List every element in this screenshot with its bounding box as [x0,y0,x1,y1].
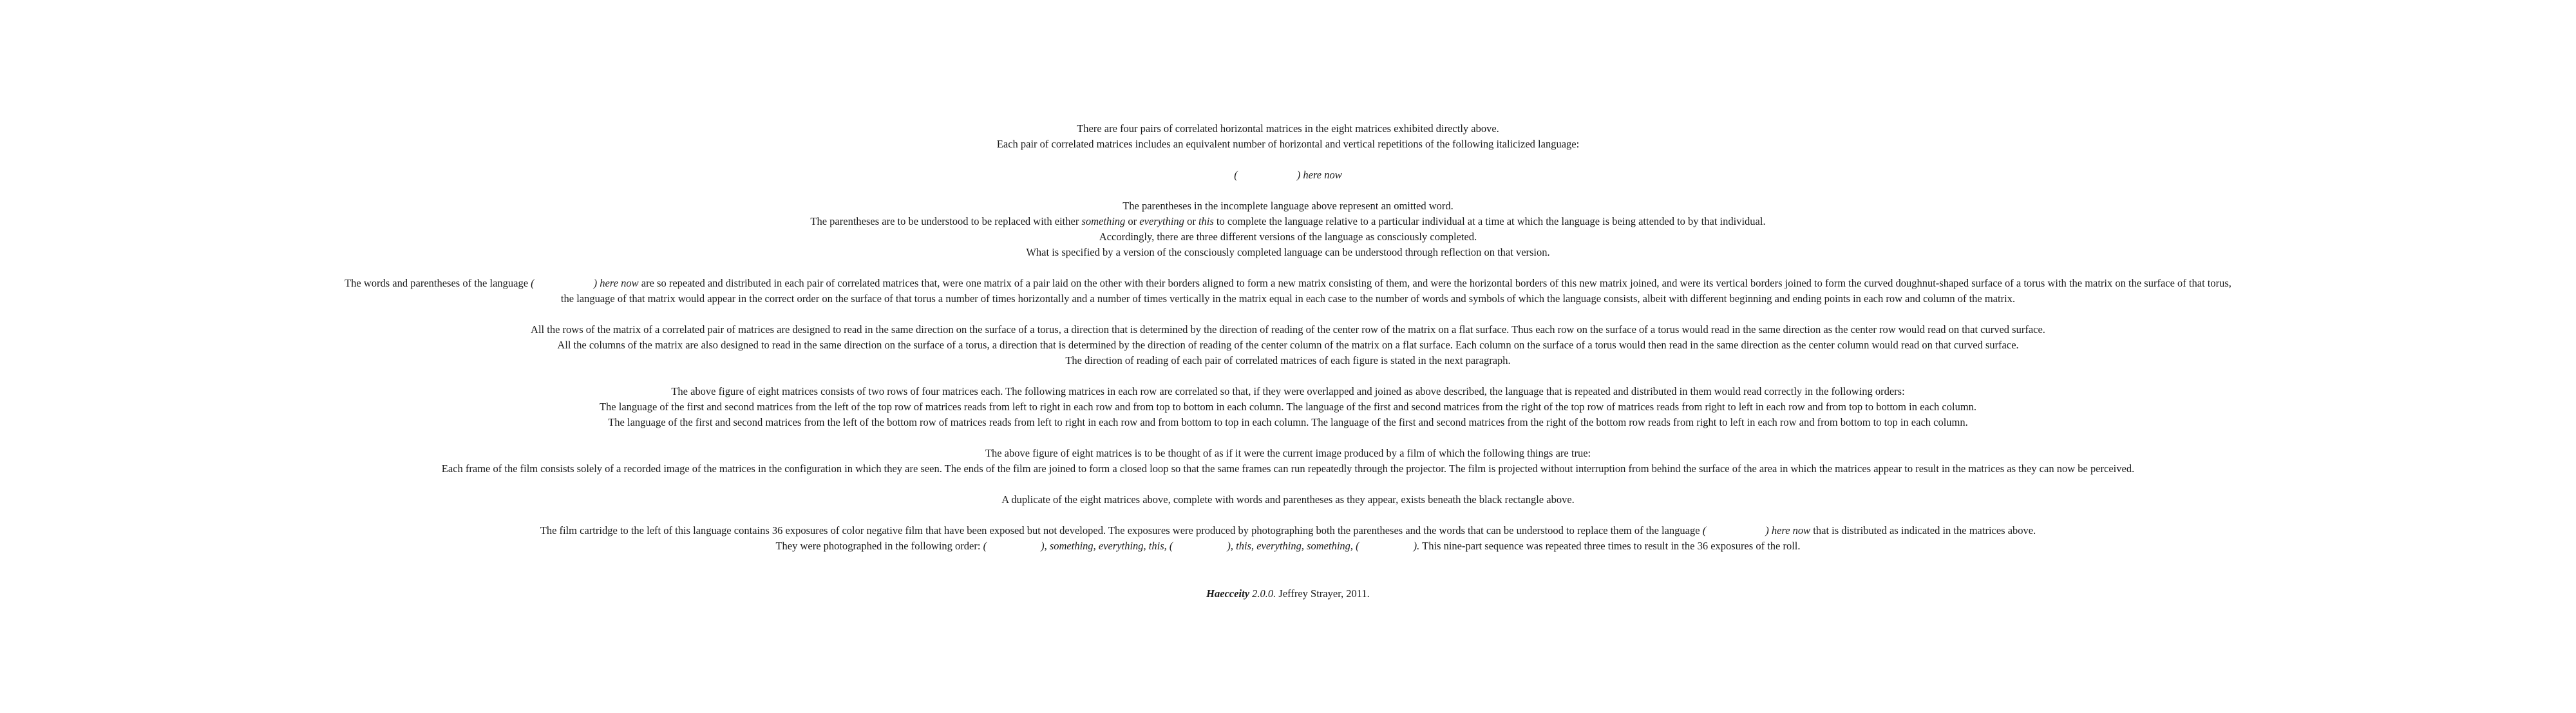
spacer [26,260,2550,276]
intro-line-2: Each pair of correlated matrices includes an equivalent number of horizontal and vertical repetitions of the following italicized language: [996,138,1580,150]
intro-paragraph [26,121,2550,152]
film-paragraph [26,446,2550,477]
spacer [26,477,2550,492]
direction-line-3: The direction of reading of each pair of correlated matrices of each figure is stated in the next paragraph. [1065,354,1511,366]
film-line-1: The above figure of eight matrices is to be thought of as if it were the current image produced by a film of which the following things are true: [985,447,1591,459]
torus-line-1: The words and parentheses of the language ( ) here now are so repeated and distributed in each pair of correlated matrices that, were one matrix of a pair laid on the other with their borders aligned to form a new matrix consisting of them, and were the horizontal borders of this new matrix joined, and were its vertical borders joined to form the curved doughnut-shaped surface of a torus with the matrix on the surface of that torus, [345,277,2231,289]
order-line-3: The language of the first and second matrices from the left of the bottom row of matrices reads from left to right in each row and from bottom to top in each column. The language of the first and second matrices from the right of the bottom row reads from right to left in each row and from bottom to top in each column. [608,416,1968,428]
direction-line-2: All the columns of the matrix are also designed to read in the same direction on the surface of a torus, a direction that is determined by the direction of reading of the center column of the matrix on a flat surface. Each column on the surface of a torus would then read in the same direction as the center column would read on that curved surface. [557,339,2019,351]
omitted-word-paragraph [26,198,2550,260]
torus-paragraph [26,276,2550,307]
omitted-line-4: What is specified by a version of the consciously completed language can be understood through reflection on that version. [1026,246,1550,258]
spacer [26,307,2550,322]
language-here-now: ) here now [1296,169,1342,181]
word-everything: everything [1139,215,1184,227]
signature-line [26,586,2550,602]
language-open-paren: ( [1234,169,1238,181]
order-line-1: The above figure of eight matrices consists of two rows of four matrices each. The following matrices in each row are correlated so that, if they were overlapped and joined as above described, the language that is repeated and distributed in them would read correctly in the following orders: [671,385,1905,397]
order-line-2: The language of the first and second matrices from the left of the top row of matrices reads from left to right in each row and from top to bottom in each column. The language of the first and second matrices from the right of the top row of matrices reads from right to left in each row and from top to bottom in each column. [599,401,1977,413]
duplicate-paragraph [26,492,2550,508]
spacer [26,368,2550,384]
spacer [26,152,2550,167]
cartridge-line-2: They were photographed in the following order: ( ), something, everything, this, ( ), this, everything, something, ( ). This nine-part sequence was repeated three times to result in the 36 exposures of the roll. [775,540,1801,552]
intro-line-1: There are four pairs of correlated horizontal matrices in the eight matrices exhibited directly above. [1077,122,1499,135]
cartridge-paragraph [26,523,2550,554]
work-version: 2.0.0. [1249,587,1276,600]
spacer [26,183,2550,198]
spacer [26,508,2550,523]
word-something: something [1081,215,1126,227]
document-body [26,121,2550,602]
word-this: this [1198,215,1214,227]
direction-line-1: All the rows of the matrix of a correlated pair of matrices are designed to read in the same direction on the surface of a torus, a direction that is determined by the direction of reading of the center row of the matrix on a flat surface. Thus each row on the surface of a torus would read in the same direction as the center row would read on that curved surface. [531,323,2045,336]
spacer [26,430,2550,446]
omitted-line-3: Accordingly, there are three different versions of the language as consciously completed. [1099,231,1477,243]
film-line-2: Each frame of the film consists solely of a recorded image of the matrices in the configuration in which they are seen. The ends of the film are joined to form a closed loop so that the same frames can run repeatedly through the projector. The film is projected without interruption from behind the surface of the area in which the matrices appear to result in the matrices as they can now be perceived. [441,462,2135,475]
omitted-line-2: The parentheses are to be understood to be replaced with either something or everything or this to complete the language relative to a particular individual at a time at which the language is being attended to by that individual. [810,215,1766,227]
work-title: Haecceity [1206,587,1250,600]
cartridge-line-1: The film cartridge to the left of this language contains 36 exposures of color negative film that have been exposed but not developed. The exposures were produced by photographing both the parentheses and the words that can be understood to replace them of the language ( ) here now that is distributed as indicated in the matrices above. [540,524,2036,537]
direction-paragraph [26,322,2550,368]
italic-language [26,167,2550,183]
author-year: Jeffrey Strayer, 2011. [1276,587,1370,600]
figure-order-paragraph [26,384,2550,430]
exposure-sequence: ( ), something, everything, this, ( ), this, everything, something, ( ). [983,540,1420,552]
torus-line-2: the language of that matrix would appear in the correct order on the surface of that torus a number of times horizontally and a number of times vertically in the matrix equal in each case to the number of words and symbols of which the language consists, albeit with different beginning and ending points in each row and column of the matrix. [560,292,2016,305]
duplicate-line-1: A duplicate of the eight matrices above, complete with words and parentheses as they appear, exists beneath the black rectangle above. [1001,493,1575,506]
omitted-line-1: The parentheses in the incomplete language above represent an omitted word. [1122,200,1454,212]
